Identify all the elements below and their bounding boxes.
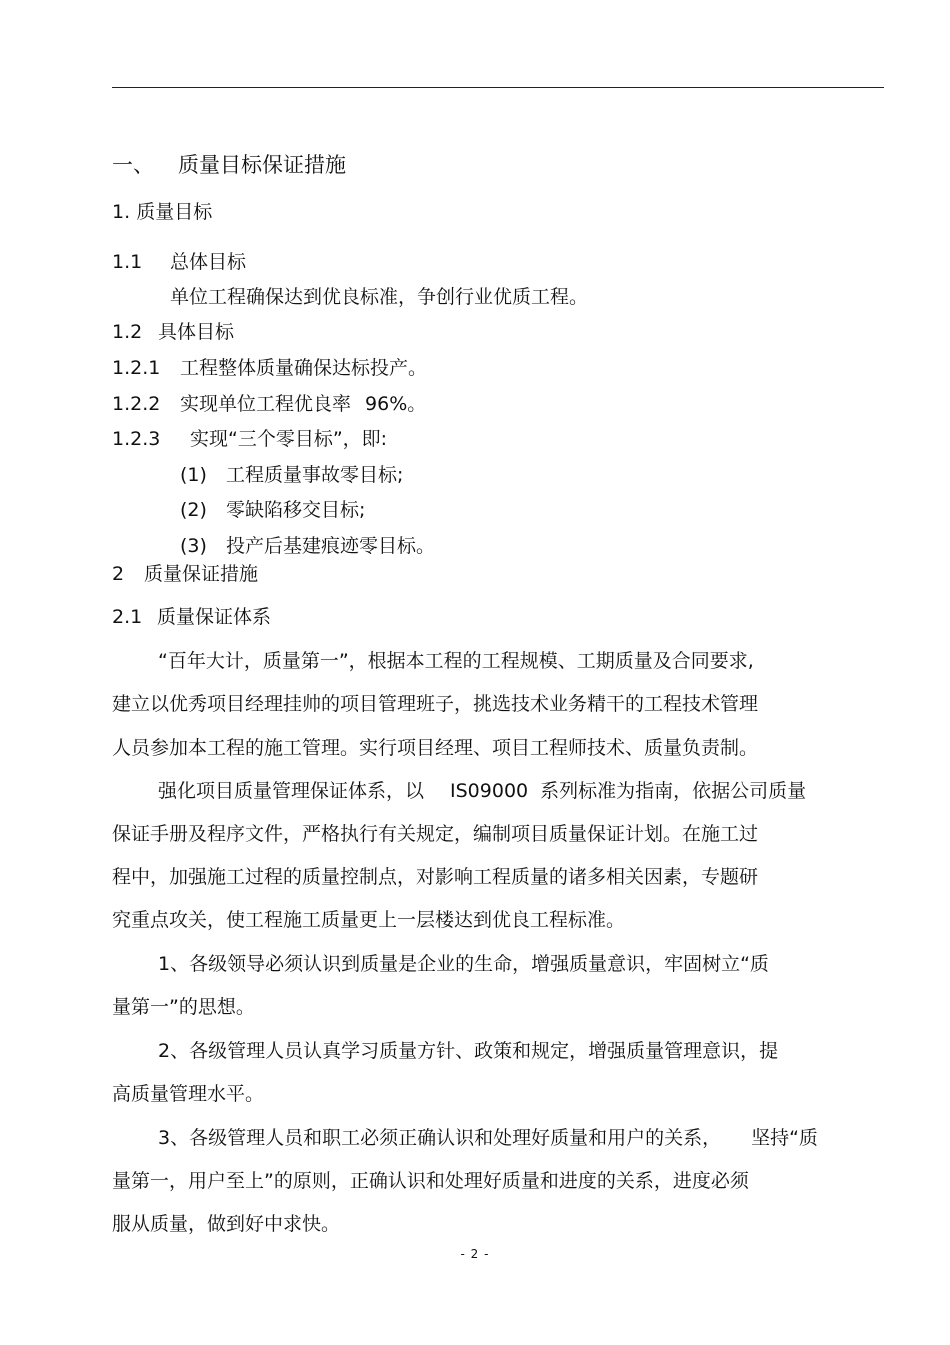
item-1-2-2-text: 实现单位工程优良率: [180, 393, 352, 415]
paragraph-line: [158, 778, 806, 804]
list-item-text: 投产后基建痕迹零目标。: [226, 535, 436, 557]
item-1-2-1-number: 1.2.1: [112, 357, 161, 379]
excellence-rate-value: 96%。: [365, 393, 427, 415]
overall-goal-text: 单位工程确保达到优良标准，争创行业优质工程。: [170, 286, 589, 308]
list-item-number: (2): [180, 499, 207, 521]
heading-2: [112, 561, 258, 587]
paragraph-line: [158, 1125, 818, 1151]
paragraph-line: “百年大计，质量第一”，根据本工程的工程规模、工期质量及合同要求,: [158, 650, 754, 672]
list-item-number: (1): [180, 464, 207, 486]
heading-1: [112, 199, 212, 225]
paragraph-line: 人员参加本工程的施工管理。实行项目经理、项目工程师技术、质量负责制。: [112, 737, 759, 759]
section-number: 一、: [112, 153, 154, 177]
item-1-2-2-number: 1.2.2: [112, 393, 161, 415]
item-1-2-3: [112, 426, 387, 452]
paragraph-line: 保证手册及程序文件，严格执行有关规定，编制项目质量保证计划。在施工过: [112, 823, 759, 845]
heading-2-number: 2: [112, 563, 125, 585]
paragraph-line: 量第一”的思想。: [112, 996, 255, 1018]
heading-1-2-number: 1.2: [112, 321, 143, 343]
list-item-text: 零缺陷移交目标;: [226, 499, 366, 521]
paragraph-text: 3、各级管理人员和职工必须正确认识和处理好质量和用户的关系，: [158, 1127, 722, 1149]
paragraph-text: 强化项目质量管理保证体系，以: [158, 780, 425, 802]
paragraph-text: 坚持“质: [751, 1127, 818, 1149]
item-1-2-1-text: 工程整体质量确保达标投产。: [180, 357, 428, 379]
heading-1-1: [112, 249, 246, 275]
list-item-number: (3): [180, 535, 207, 557]
heading-1-1-number: 1.1: [112, 251, 143, 273]
list-item: [180, 533, 435, 559]
paragraph-line: 2、各级管理人员认真学习质量方针、政策和规定，增强质量管理意识，提: [158, 1040, 779, 1062]
list-item: [180, 497, 365, 523]
paragraph-line: 程中，加强施工过程的质量控制点，对影响工程质量的诸多相关因素，专题研: [112, 866, 759, 888]
heading-2-text: 质量保证措施: [144, 563, 259, 585]
list-item: [180, 462, 403, 488]
heading-1-2: [112, 319, 234, 345]
page-number: - 2 -: [460, 1247, 490, 1261]
item-1-2-2: [112, 391, 426, 417]
heading-2-1-number: 2.1: [112, 606, 143, 628]
paragraph-line: 1、各级领导必须认识到质量是企业的生命，增强质量意识，牢固树立“质: [158, 953, 769, 975]
heading-1-text: 质量目标: [136, 201, 213, 223]
header-rule: [112, 87, 884, 88]
heading-1-1-text: 总体目标: [170, 251, 247, 273]
paragraph-line: 高质量管理水平。: [112, 1083, 265, 1105]
section-title: [112, 152, 346, 178]
paragraph-line: 建立以优秀项目经理挂帅的项目管理班子，挑选技术业务精干的工程技术管理: [112, 693, 759, 715]
heading-1-2-text: 具体目标: [158, 321, 235, 343]
paragraph-line: 究重点攻关，使工程施工质量更上一层楼达到优良工程标准。: [112, 909, 626, 931]
item-1-2-3-number: 1.2.3: [112, 428, 161, 450]
section-title-text: 质量目标保证措施: [178, 153, 346, 177]
standard-name: IS09000: [450, 780, 529, 802]
heading-2-1: [112, 604, 271, 630]
paragraph-line: 服从质量，做到好中求快。: [112, 1213, 341, 1235]
item-1-2-3-text: 实现“三个零目标”，即:: [190, 428, 388, 450]
heading-2-1-text: 质量保证体系: [157, 606, 272, 628]
heading-1-number: 1.: [112, 201, 131, 223]
paragraph-text: 系列标准为指南，依据公司质量: [540, 780, 807, 802]
paragraph-line: 量第一，用户至上”的原则，正确认识和处理好质量和进度的关系，进度必须: [112, 1170, 749, 1192]
item-1-2-1: [112, 355, 427, 381]
list-item-text: 工程质量事故零目标;: [226, 464, 404, 486]
